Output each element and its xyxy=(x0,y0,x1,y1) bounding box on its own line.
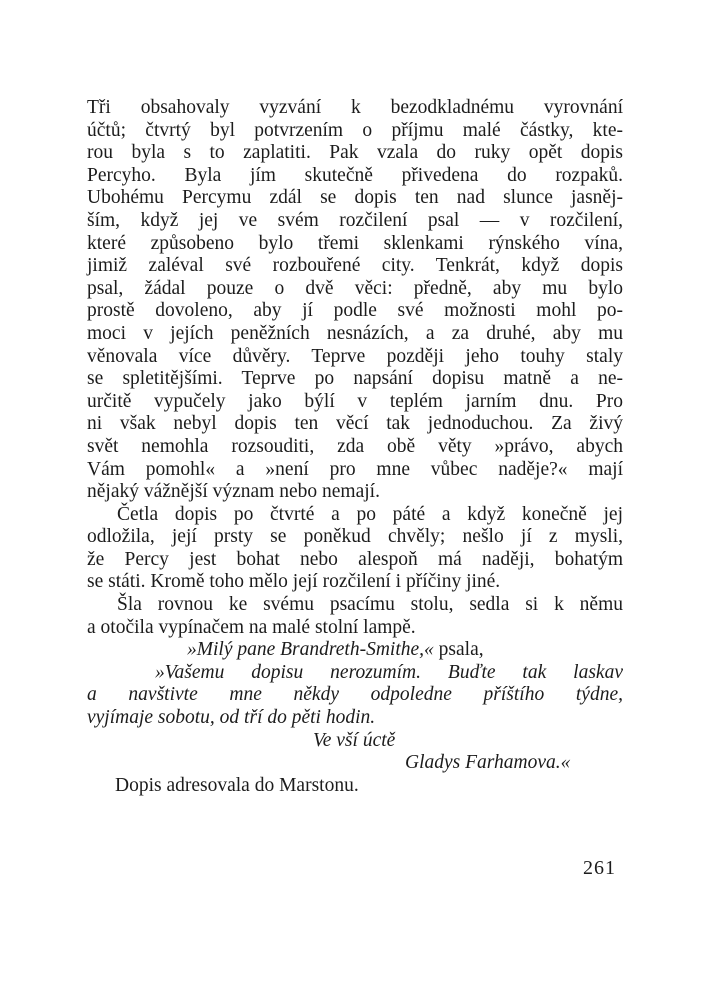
text-line: rou byla s to zaplatiti. Pak vzala do ruky opět dopis xyxy=(87,142,623,164)
letter-signature: Gladys Farhamova.« xyxy=(405,752,571,774)
text-line: jimiž zaléval své rozbouřené city. Tenkrát, když dopis xyxy=(87,255,623,277)
page-body-text xyxy=(87,97,623,797)
text-line: ni však nebyl dopis ten věcí tak jednoduchou. Za živý xyxy=(87,413,623,435)
text-line: svět nemohla rozsouditi, zda obě věty »právo, abych xyxy=(87,435,623,457)
letter-closing: Ve vší úctě xyxy=(313,729,396,751)
text-line: odložila, její prsty se poněkud chvěly; nešlo jí z mysli, xyxy=(87,526,623,548)
text-line: že Percy jest bohat nebo alespoň má naději, bohatým xyxy=(87,548,623,570)
letter-body-line: »Vašemu dopisu nerozumím. Buďte tak laskav xyxy=(155,661,623,683)
text-line: moci v jejích peněžních nesnázích, a za druhé, aby mu xyxy=(87,322,623,344)
text-line: se státi. Kromě toho mělo její rozčilení i příčiny jiné. xyxy=(87,571,501,593)
letter-body-line: a navštivte mne někdy odpoledne příštího týdne, xyxy=(87,684,623,706)
text-line: a otočila vypínačem na malé stolní lampě. xyxy=(87,616,416,638)
after-letter-line: Dopis adresovala do Marstonu. xyxy=(115,774,359,796)
text-line: se spletitějšími. Teprve po napsání dopisu matně a ne- xyxy=(87,368,623,390)
text-line: Ubohému Percymu zdál se dopis ten nad slunce jasněj- xyxy=(87,187,623,209)
text-line: účtů; čtvrtý byl potvrzením o příjmu malé částky, kte- xyxy=(87,119,623,141)
text-line: Vám pomohl« a »není pro mne vůbec naděje?« mají xyxy=(87,458,623,480)
text-line: Percyho. Byla jím skutečně přivedena do rozpaků. xyxy=(87,164,623,186)
text-line: věnovala více důvěry. Teprve později jeho touhy staly xyxy=(87,345,623,367)
text-line: psal, žádal pouze o dvě věci: předně, aby mu bylo xyxy=(87,277,623,299)
text-line: Šla rovnou ke svému psacímu stolu, sedla si k němu xyxy=(117,594,623,616)
text-line: Četla dopis po čtvrté a po páté a když konečně jej xyxy=(117,503,623,525)
text-line: nějaký vážnější význam nebo nemají. xyxy=(87,481,380,503)
text-line: ším, když jej ve svém rozčilení psal — v rozčilení, xyxy=(87,209,623,231)
letter-body-line: vyjímaje sobotu, od tří do pěti hodin. xyxy=(87,707,376,729)
text-line: které způsobeno bylo třemi sklenkami rýnského vína, xyxy=(87,232,623,254)
letter-greeting-line xyxy=(87,639,623,662)
letter-greeting: »Milý pane Brandreth-Smithe,« xyxy=(187,639,434,661)
letter-greeting-suffix: psala, xyxy=(433,639,484,661)
text-line: Tři obsahovaly vyzvání k bezodkladnému vyrovnání xyxy=(87,97,623,118)
page-number: 261 xyxy=(583,857,616,879)
text-line: prostě dovoleno, aby jí podle své možnosti mohl po- xyxy=(87,300,623,322)
text-line: určitě vypučely jako býlí v teplém jarním dnu. Pro xyxy=(87,390,623,412)
